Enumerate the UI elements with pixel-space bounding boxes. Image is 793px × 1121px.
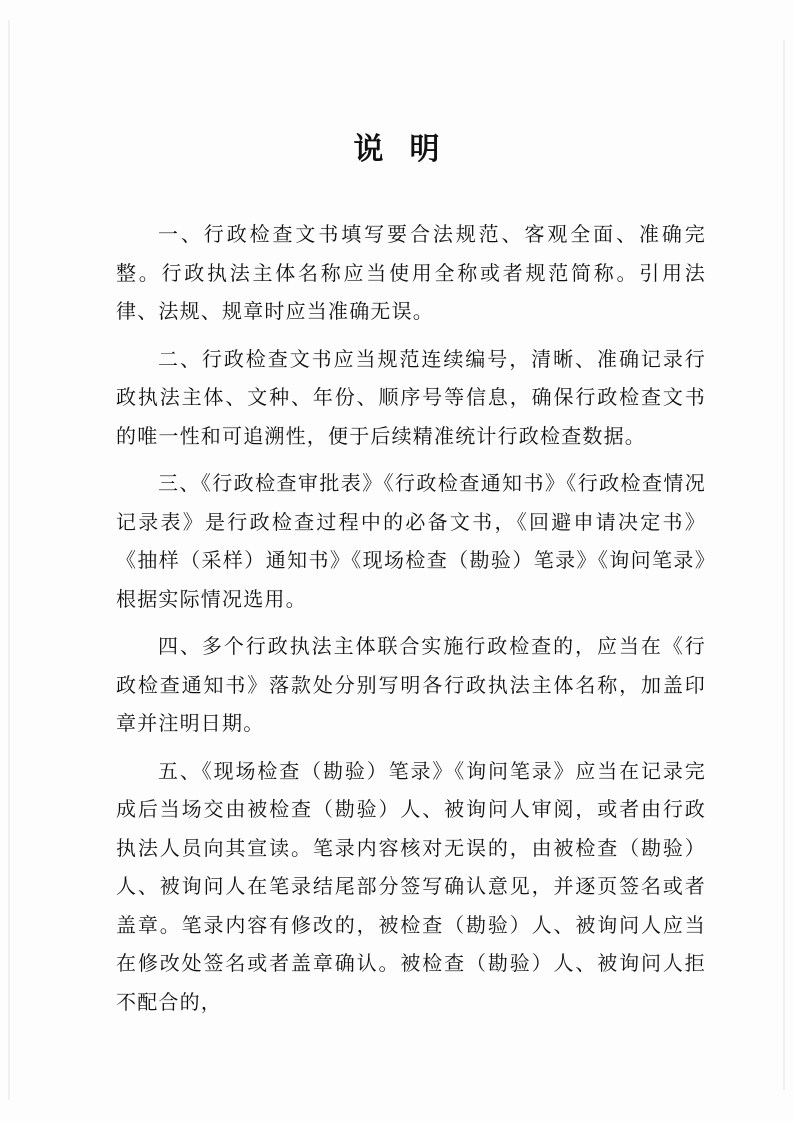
paragraph-2: 二、行政检查文书应当规范连续编号，清晰、准确记录行政执法主体、文种、年份、顺序号等信息，确保行政检查文书的唯一性和可追溯性，便于后续精准统计行政检查数据。 (116, 346, 706, 448)
document-body (116, 215, 706, 1030)
paragraph-5: 五、《现场检查（勘验）笔录》《询问笔录》应当在记录完成后当场交由被检查（勘验）人、被询问人审阅，或者由行政执法人员向其宣读。笔录内容核对无误的，由被检查（勘验）人、被询问人在笔录结尾部分签写确认意见，并逐页签名或者盖章。笔录内容有修改的，被检查（勘验）人、被询问人应当在修改处签名或者盖章确认。被检查（勘验）人、被询问人拒不配合的， (116, 758, 706, 1014)
scan-edge-left (8, 20, 10, 1100)
paragraph-3: 三、《行政检查审批表》《行政检查通知书》《行政检查情况记录表》是行政检查过程中的必备文书，《回避申请决定书》《抽样（采样）通知书》《现场检查（勘验）笔录》《询问笔录》根据实际情况选用。 (116, 471, 706, 611)
page-title: 说明 (353, 132, 466, 167)
paragraph-1: 一、行政检查文书填写要合法规范、客观全面、准确完整。行政执法主体名称应当使用全称或者规范简称。引用法律、法规、规章时应当准确无误。 (116, 222, 706, 323)
scan-edge-right (783, 40, 785, 1090)
paragraph-4: 四、多个行政执法主体联合实施行政检查的，应当在《行政检查通知书》落款处分别写明各行政执法主体名称，加盖印章并注明日期。 (116, 634, 706, 735)
